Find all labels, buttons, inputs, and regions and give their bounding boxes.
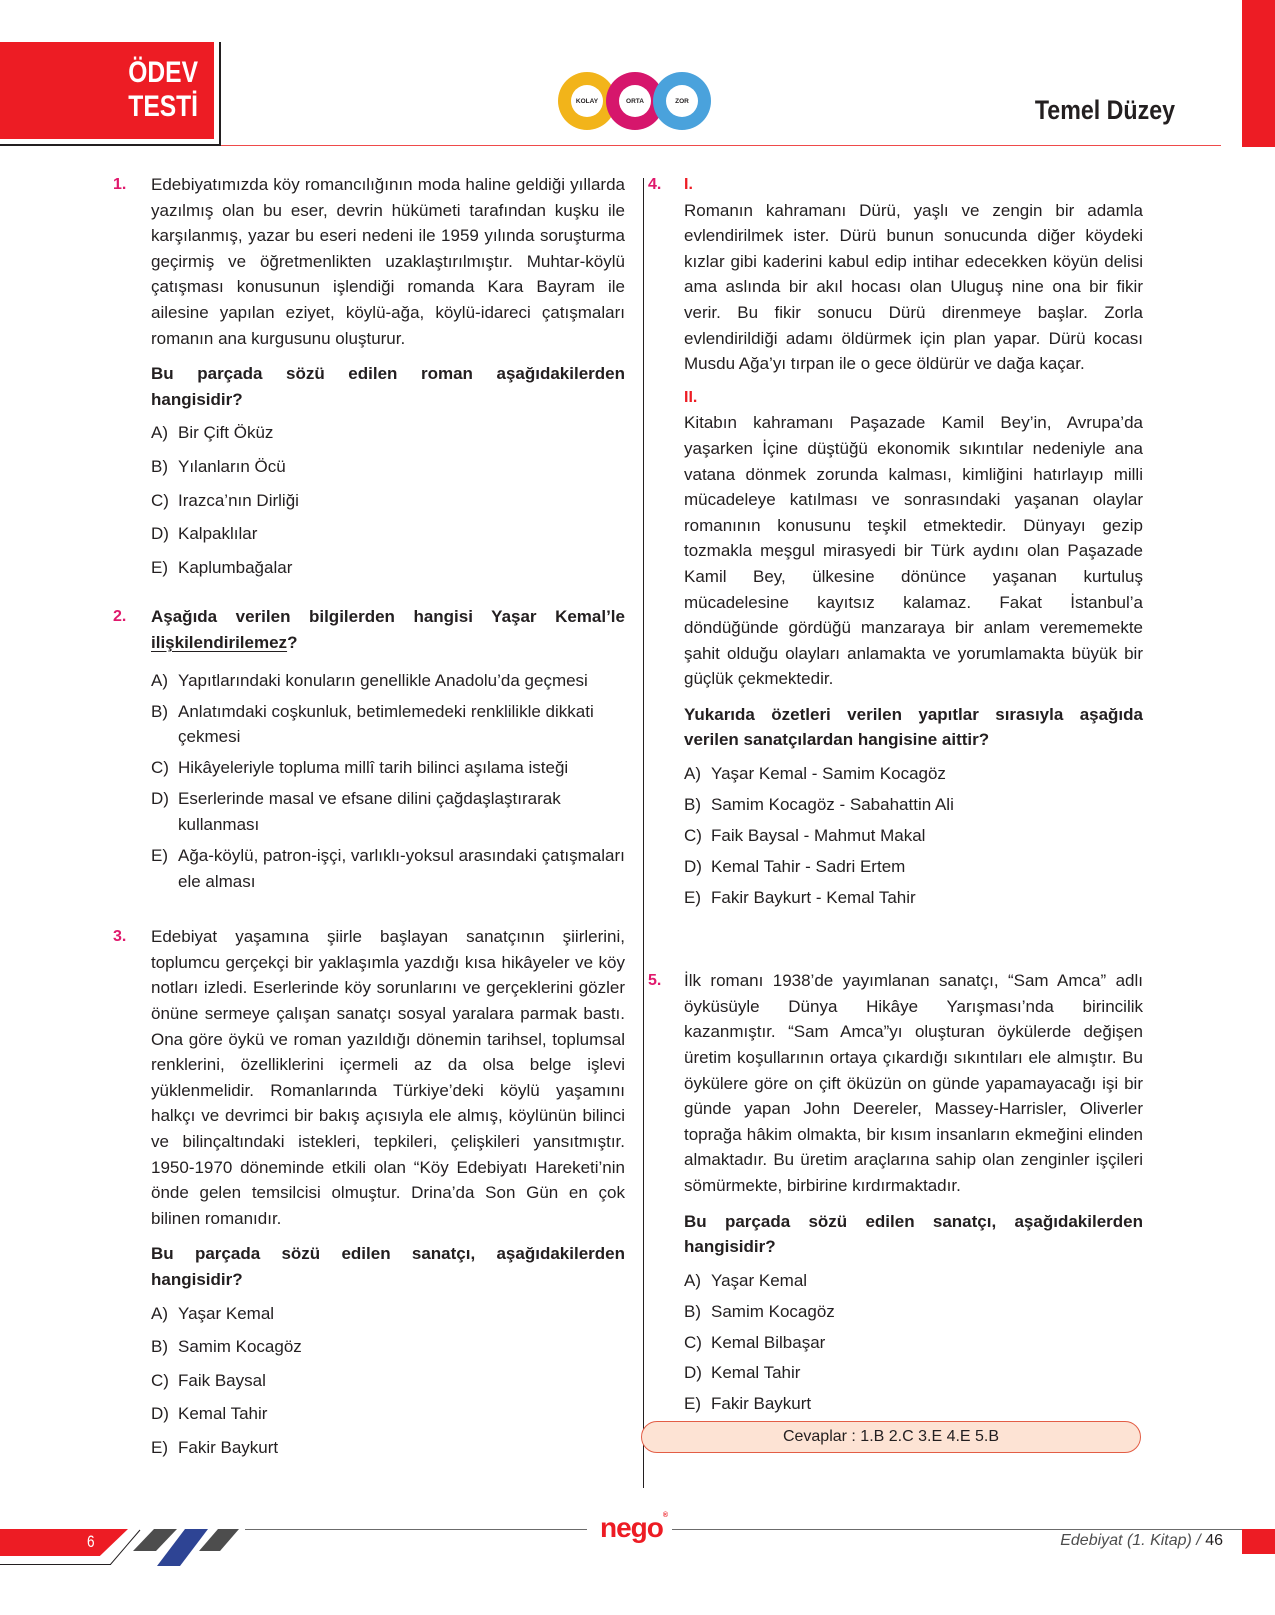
question-passage: Edebiyatımızda köy romancılığının moda haline geldiği yıllarda yazılmış olan bu eser, devrin hükümeti tarafından kuşku ile karşılanmış, yazar bu eseri nedeni ile 1959 yılında soruşturma geçirmiş ve öğretmenlikten uzaklaştırılmıştır. Muhtar-köylü çatışması konusunun işlendiği romanda Kara Bayram ile ailesine yapılan eziyet, köylü-ağa, köylü-idareci çatışmaları romanın ana kurgusunu oluşturur.	[151, 175, 625, 348]
test-type-title	[118, 56, 198, 124]
footer-rule-right	[672, 1529, 1243, 1530]
footer-stripes-icon	[130, 1529, 250, 1567]
answer-options	[684, 761, 1143, 910]
option-c[interactable]: C) Irazca’nın Dirliği	[151, 490, 299, 510]
left-column	[113, 172, 625, 1469]
answer-options	[151, 1301, 625, 1461]
level-orta-ring-icon: ORTA	[606, 72, 664, 130]
question-number: 5.	[648, 972, 662, 990]
option-e[interactable]: E) Kaplumbağalar	[151, 557, 293, 577]
option-a[interactable]: A) Yapıtlarındaki konuların genellikle Anadolu’da geçmesi	[151, 670, 588, 690]
option-d[interactable]: D) Kemal Tahir	[684, 1363, 801, 1383]
option-c[interactable]: C) Faik Baysal - Mahmut Makal	[684, 825, 926, 845]
option-b[interactable]: B) Samim Kocagöz	[151, 1337, 302, 1357]
question-4	[648, 172, 1143, 910]
question-passage: Edebiyat yaşamına şiirle başlayan sanatçının şiirlerini, toplumcu gerçekçi bir yaklaşımla yazdığı kısa hikâyeler ve köy notları izledi. Eserlerinde köy sorunlarını ve gerçeklerini gözler önüne sermeye çalışan sanatçı sosyal yaralara parmak bastı. Ona göre öykü ve roman yazıldığı dönemin tarihsel, toplumsal renklerini, özelliklerini içermeli az da olsa belge işlevi yüklenmelidir. Romanlarında Türkiye’deki köylü yaşamını halkçı ve devrimci bir bakış açısıyla ele almış, köylünün bilinci ve bilinçaltındaki istekleri, tepkileri, çelişkileri yansıtmıştır. 1950-1970 döneminde etkili olan “Köy Edebiyatı Hareketi’nin önde gelen temsilcisi olmuştur. Drina’da Son Gün en çok bilinen romanıdır.	[151, 927, 625, 1228]
question-stem: Aşağıda verilen bilgilerden hangisi Yaşar Kemal’le ilişkilendirilemez?	[151, 607, 625, 652]
option-e[interactable]: E) Ağa-köylü, patron-işçi, varlıklı-yoksul arasındaki çatışmaları ele alması	[151, 846, 625, 891]
question-3	[113, 924, 625, 1460]
option-b[interactable]: B) Anlatımdaki coşkunluk, betimlemedeki renklilikle dikkati çekmesi	[151, 701, 594, 747]
option-a[interactable]: A) Yaşar Kemal - Samim Kocagöz	[684, 764, 946, 784]
answer-key: Cevaplar : 1.B 2.C 3.E 4.E 5.B	[641, 1421, 1141, 1453]
footer-right-red-tab	[1242, 1529, 1275, 1554]
book-reference: Edebiyat (1. Kitap) / 46	[1060, 1532, 1223, 1549]
question-number: 1.	[113, 176, 127, 193]
question-5	[648, 968, 1143, 1417]
publisher-logo: nego®	[600, 1512, 668, 1543]
answer-options	[684, 1268, 1143, 1417]
right-column	[648, 172, 1143, 1422]
test-type-line2: TESTİ	[128, 90, 198, 123]
question-number: 3.	[113, 928, 127, 946]
column-divider	[643, 178, 644, 1488]
footer-baseline	[0, 1564, 111, 1565]
header-divider	[221, 145, 1221, 146]
question-2	[113, 604, 625, 894]
option-e[interactable]: E) Fakir Baykurt	[151, 1437, 279, 1457]
level-kolay-ring-icon: KOLAY	[558, 72, 616, 130]
footer-rule-left	[245, 1529, 587, 1530]
level-zor-ring-icon: ZOR	[653, 72, 711, 130]
option-e[interactable]: E) Fakir Baykurt	[684, 1394, 812, 1414]
question-number: 4.	[648, 176, 662, 193]
test-type-line1: ÖDEV	[128, 56, 198, 89]
page-number: 6	[87, 1532, 95, 1551]
option-b[interactable]: B) Yılanların Öcü	[151, 456, 286, 476]
question-stem: Bu parçada sözü edilen sanatçı, aşağıdakilerden hangisidir?	[151, 1244, 625, 1289]
question-number: 2.	[113, 608, 127, 626]
option-b[interactable]: B) Samim Kocagöz - Sabahattin Ali	[684, 794, 954, 814]
passage-2: Kitabın kahramanı Paşazade Kamil Bey’in, Avrupa’da yaşarken İçine düştüğü ekonomik sıkıntılar nedeniyle ana vatana dönmek zorunda kalması, kimliğini hatırlayıp milli mücadeleye katılması ve sonrasındaki yaşanan olaylar romanının konusunu teşkil etmektedir. Dünyayı gezip tozmakla meşgul mirasyedi bir Türk aydını olan Paşazade Kamil Bey, ülkesine dönünce yaşanan kurtuluş mücadelesine kayıtsız kalamaz. Fakat İstanbul’a döndüğünde gördüğü manzaraya bir anlam verememekte şahit olduğu olayları anlamakta ve yorumlamakta büyük bir güçlük çekmektedir.	[684, 413, 1143, 689]
option-e[interactable]: E) Fakir Baykurt - Kemal Tahir	[684, 887, 916, 907]
header-right-red-tab	[1242, 0, 1275, 147]
question-passage: İlk romanı 1938’de yayımlanan sanatçı, “Sam Amca” adlı öyküsüyle Dünya Hikâye Yarışması’nda birincilik kazanmıştır. “Sam Amca”yı oluşturan öykülerde değişen üretim koşullarının ortaya çıkardığı sıkıntıları ele almıştır. Bu öykülere göre on çift öküzün on günde yapamayacağı işi bir günde yapan John Deereler, Massey-Harrisler, Oliverler toprağa hâkim olmakta, bir kısım insanların ekmeğini elinden almaktadır. Bu üretim araçlarına sahip olan zenginler işçileri sömürmekte, birbirine kırdırmaktadır.	[684, 971, 1143, 1195]
option-c[interactable]: C) Faik Baysal	[151, 1370, 266, 1390]
option-d[interactable]: D) Kemal Tahir - Sadri Ertem	[684, 856, 906, 876]
question-stem: Bu parçada sözü edilen roman aşağıdakilerden hangisidir?	[151, 364, 625, 409]
passage-label-1: I.	[684, 176, 693, 193]
option-d[interactable]: D) Kemal Tahir	[151, 1404, 268, 1424]
option-a[interactable]: A) Bir Çift Öküz	[151, 423, 274, 443]
question-stem: Yukarıda özetleri verilen yapıtlar sırasıyla aşağıda verilen sanatçılardan hangisine aittir?	[684, 704, 1143, 750]
option-d[interactable]: D) Eserlerinde masal ve efsane dilini çağdaşlaştırarak kullanması	[151, 789, 561, 834]
option-c[interactable]: C) Hikâyeleriyle topluma millî tarih bilinci aşılama isteği	[151, 758, 569, 778]
option-c[interactable]: C) Kemal Bilbaşar	[684, 1332, 826, 1352]
question-1	[113, 172, 625, 580]
option-a[interactable]: A) Yaşar Kemal	[151, 1303, 275, 1323]
level-title: Temel Düzey	[1034, 95, 1175, 125]
passage-1: Romanın kahramanı Dürü, yaşlı ve zengin bir adamla evlendirilmek ister. Dürü bunun sonucunda diğer köydeki kızlar gibi kaderini kabul edip intihar edecekken köyün delisi ama aslında bir akıl hocası olan Uluguş nine ona bir fikir verir. Bu fikir sonucu Dürü direnmeye başlar. Zorla evlendirildiği adamı öldürmek için plan yapar. Dürü kocası Musdu Ağa’yı tırpan ile o gece öldürür ve dağa kaçar.	[684, 200, 1143, 374]
option-a[interactable]: A) Yaşar Kemal	[684, 1270, 808, 1290]
passage-label-2: II.	[684, 388, 698, 406]
option-d[interactable]: D) Kalpaklılar	[151, 524, 258, 544]
question-stem: Bu parçada sözü edilen sanatçı, aşağıdakilerden hangisidir?	[684, 1211, 1143, 1257]
option-b[interactable]: B) Samim Kocagöz	[684, 1301, 835, 1321]
difficulty-levels	[558, 72, 718, 132]
stem-emphasis: ilişkilendirilemez	[151, 632, 288, 652]
answer-options	[151, 420, 625, 580]
answer-options	[151, 668, 625, 895]
